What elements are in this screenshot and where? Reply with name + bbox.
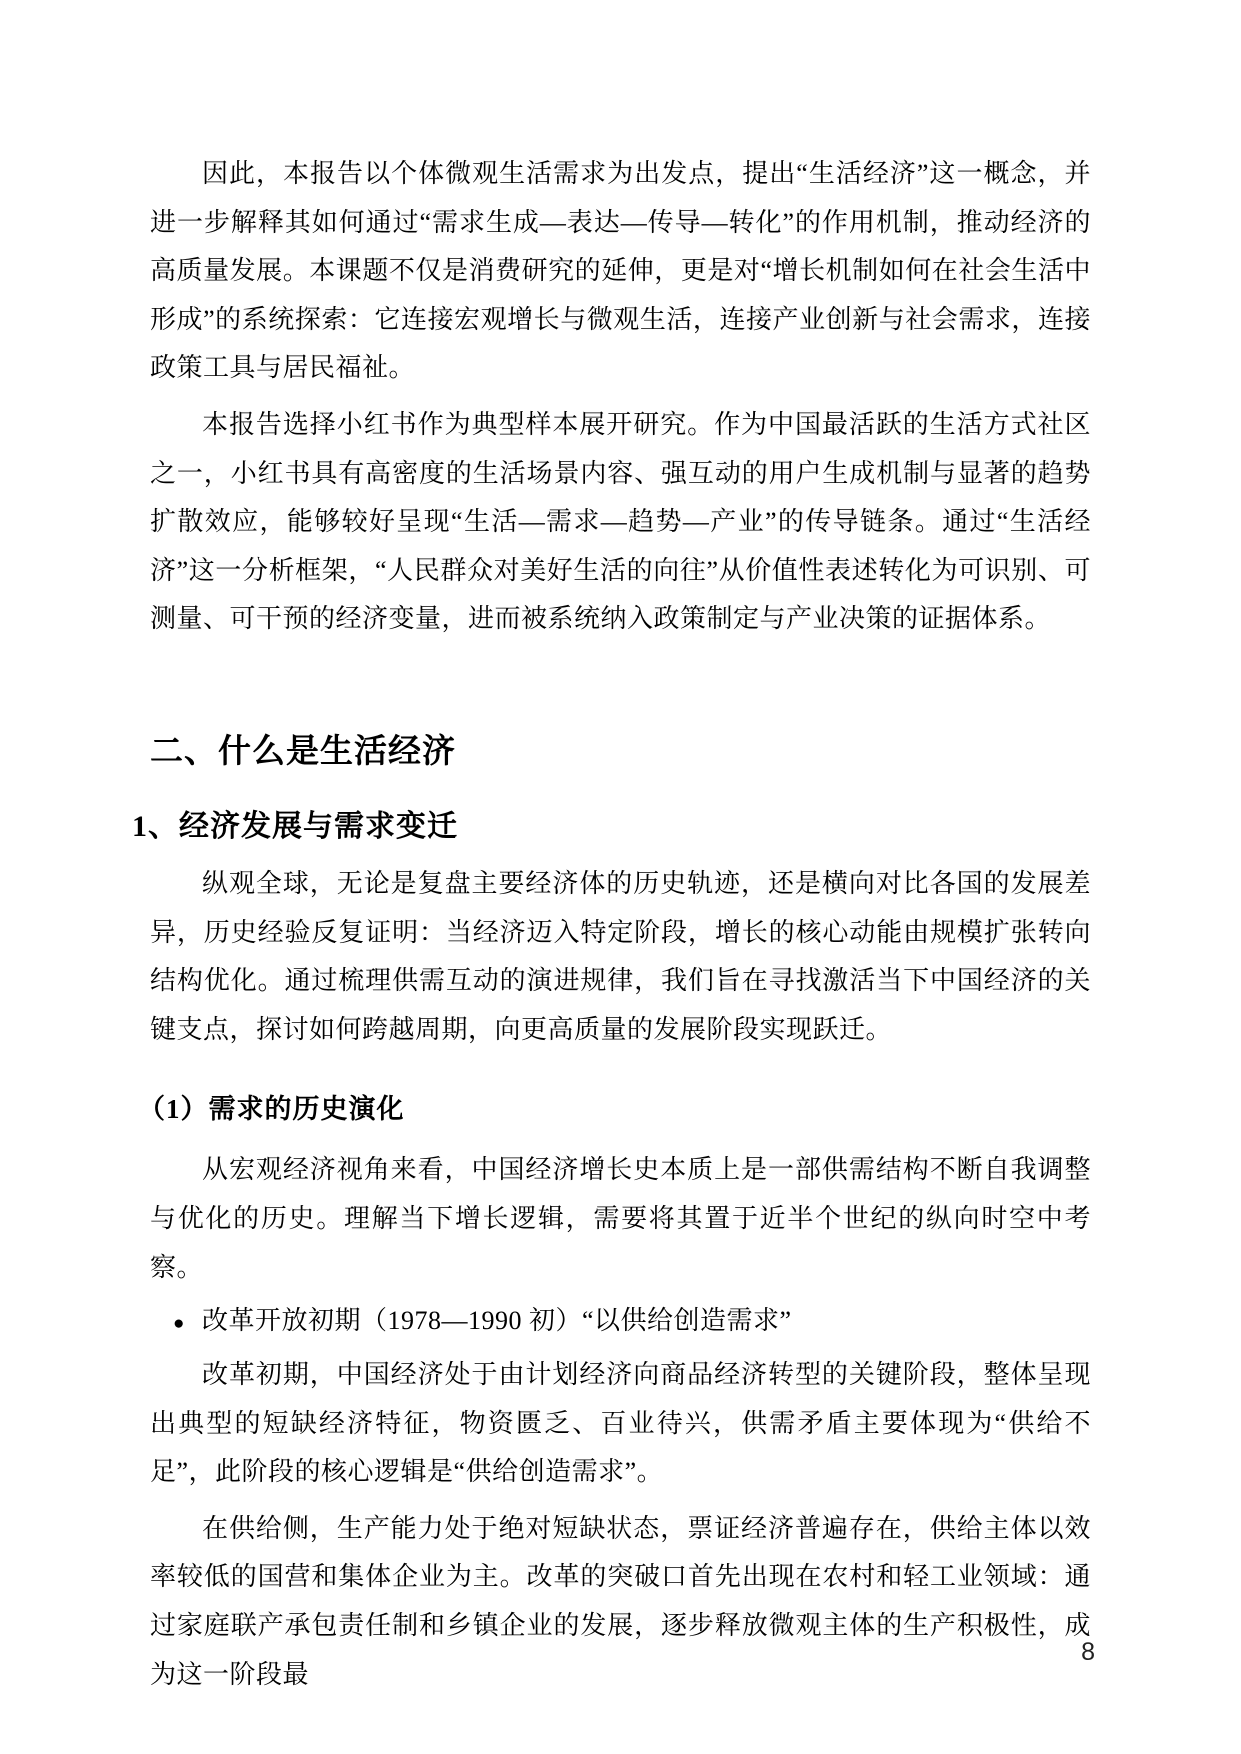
bullet-item bbox=[150, 1300, 1091, 1345]
stage-paragraph-2: 在供给侧，生产能力处于绝对短缺状态，票证经济普遍存在，供给主体以效率较低的国营和集体企业为主。改革的突破口首先出现在农村和轻工业领域：通过家庭联产承包责任制和乡镇企业的发展，逐步释放微观主体的生产积极性，成为这一阶段最 bbox=[150, 1513, 1091, 1689]
page-number: 8 bbox=[1081, 1638, 1095, 1666]
item-paragraph: 从宏观经济视角来看，中国经济增长史本质上是一部供需结构不断自我调整与优化的历史。理解当下增长逻辑，需要将其置于近半个世纪的纵向时空中考察。 bbox=[150, 1155, 1091, 1282]
intro-paragraph-1: 因此，本报告以个体微观生活需求为出发点，提出“生活经济”这一概念，并进一步解释其如何通过“需求生成—表达—传导—转化”的作用机制，推动经济的高质量发展。本课题不仅是消费研究的延伸，更是对“增长机制如何在社会生活中形成”的系统探索：它连接宏观增长与微观生活，连接产业创新与社会需求，连接政策工具与居民福祉。 bbox=[150, 159, 1091, 383]
item-heading: （1）需求的历史演化 bbox=[138, 1094, 405, 1125]
bullet-icon: ● bbox=[173, 1313, 185, 1335]
page-content bbox=[132, 150, 1091, 1707]
intro-paragraph-2: 本报告选择小红书作为典型样本展开研究。作为中国最活跃的生活方式社区之一，小红书具有高密度的生活场景内容、强互动的用户生成机制与显著的趋势扩散效应，能够较好呈现“生活—需求—趋势—产业”的传导链条。通过“生活经济”这一分析框架，“人民群众对美好生活的向往”从价值性表述转化为可识别、可测量、可干预的经济变量，进而被系统纳入政策制定与产业决策的证据体系。 bbox=[150, 409, 1091, 634]
section-heading: 二、什么是生活经济 bbox=[150, 733, 456, 770]
subsection-heading: 1、经济发展与需求变迁 bbox=[132, 809, 458, 843]
subsection-paragraph: 纵观全球，无论是复盘主要经济体的历史轨迹，还是横向对比各国的发展差异，历史经验反复证明：当经济迈入特定阶段，增长的核心动能由规模扩张转向结构优化。通过梳理供需互动的演进规律，我们旨在寻找激活当下中国经济的关键支点，探讨如何跨越周期，向更高质量的发展阶段实现跃迁。 bbox=[150, 868, 1091, 1044]
bullet-item-label: 改革开放初期（1978—1990 初）“以供给创造需求” bbox=[201, 1306, 792, 1336]
stage-paragraph-1: 改革初期，中国经济处于由计划经济向商品经济转型的关键阶段，整体呈现出典型的短缺经济特征，物资匮乏、百业待兴，供需矛盾主要体现为“供给不足”，此阶段的核心逻辑是“供给创造需求”。 bbox=[150, 1360, 1091, 1487]
